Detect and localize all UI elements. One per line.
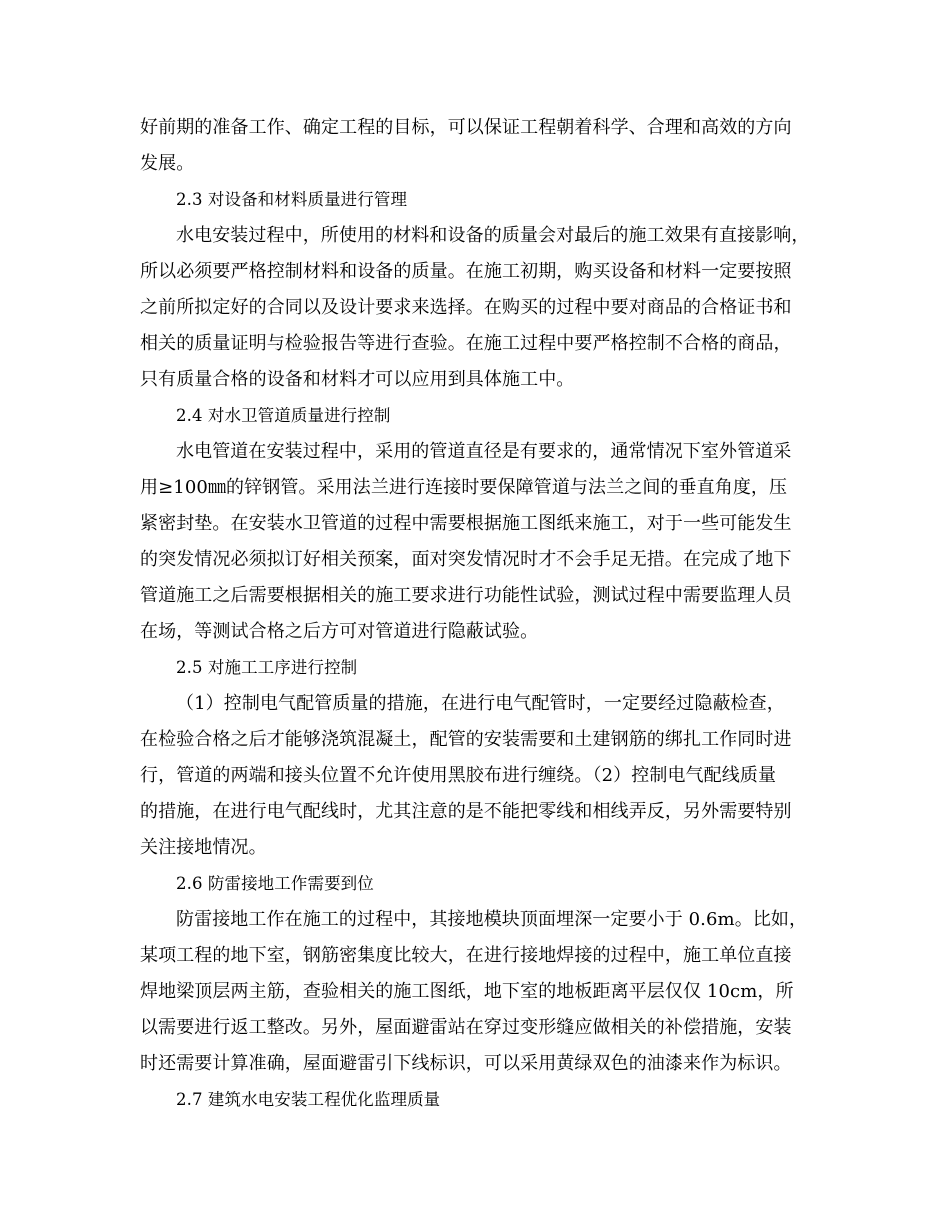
paragraph-line: 时还需要计算准确，屋面避雷引下线标识，可以采用黄绿双色的油漆来作为标识。 <box>140 1053 792 1074</box>
section-heading-2-3: 2.3 对设备和材料质量进行管理 <box>176 190 408 209</box>
paragraph-line: 水电安装过程中，所使用的材料和设备的质量会对最后的施工效果有直接影响， <box>176 225 810 246</box>
paragraph-line: 只有质量合格的设备和材料才可以应用到具体施工中。 <box>140 369 575 390</box>
paragraph-line: 以需要进行返工整改。另外，屋面避雷站在穿过变形缝应做相关的补偿措施，安装 <box>140 1017 792 1038</box>
paragraph-line: 的措施，在进行电气配线时，尤其注意的是不能把零线和相线弄反，另外需要特别 <box>140 801 792 822</box>
paragraph-line: （1）控制电气配管质量的措施，在进行电气配管时，一定要经过隐蔽检查， <box>176 693 785 714</box>
paragraph-line: 防雷接地工作在施工的过程中，其接地模块顶面埋深一定要小于 0.6m。比如， <box>176 909 808 930</box>
paragraph-line: 管道施工之后需要根据相关的施工要求进行功能性试验，测试过程中需要监理人员 <box>140 585 792 606</box>
paragraph-line: 之前所拟定好的合同以及设计要求来选择。在购买的过程中要对商品的合格证书和 <box>140 297 792 318</box>
paragraph-line: 行，管道的两端和接头位置不允许使用黑胶布进行缠绕。（2）控制电气配线质量 <box>140 765 777 786</box>
paragraph-line: 在检验合格之后才能够浇筑混凝土，配管的安装需要和土建钢筋的绑扎工作同时进 <box>140 729 792 750</box>
paragraph-line: 相关的质量证明与检验报告等进行查验。在施工过程中要严格控制不合格的商品， <box>140 333 792 354</box>
paragraph-line: 所以必须要严格控制材料和设备的质量。在施工初期，购买设备和材料一定要按照 <box>140 261 792 282</box>
paragraph-line: 用≥100㎜的锌钢管。采用法兰进行连接时要保障管道与法兰之间的垂直角度，压 <box>140 477 788 498</box>
section-heading-2-7: 2.7 建筑水电安装工程优化监理质量 <box>176 1090 441 1109</box>
paragraph-line: 在场，等测试合格之后方可对管道进行隐蔽试验。 <box>140 621 539 642</box>
paragraph-line: 焊地梁顶层两主筋，查验相关的施工图纸，地下室的地板距离平层仅仅 10cm，所 <box>140 981 794 1002</box>
paragraph-line: 某项工程的地下室，钢筋密集度比较大，在进行接地焊接的过程中，施工单位直接 <box>140 945 792 966</box>
paragraph-line: 好前期的准备工作、确定工程的目标，可以保证工程朝着科学、合理和高效的方向 <box>140 117 792 138</box>
paragraph-line: 的突发情况必须拟订好相关预案，面对突发情况时才不会手足无措。在完成了地下 <box>140 549 792 570</box>
paragraph-line: 关注接地情况。 <box>140 837 267 858</box>
section-heading-2-6: 2.6 防雷接地工作需要到位 <box>176 874 374 893</box>
paragraph-line: 紧密封垫。在安装水卫管道的过程中需要根据施工图纸来施工，对于一些可能发生 <box>140 513 792 534</box>
section-heading-2-4: 2.4 对水卫管道质量进行控制 <box>176 406 391 425</box>
paragraph-line: 水电管道在安装过程中，采用的管道直径是有要求的，通常情况下室外管道采 <box>176 441 792 462</box>
section-heading-2-5: 2.5 对施工工序进行控制 <box>176 658 358 677</box>
paragraph-line: 发展。 <box>140 153 195 174</box>
